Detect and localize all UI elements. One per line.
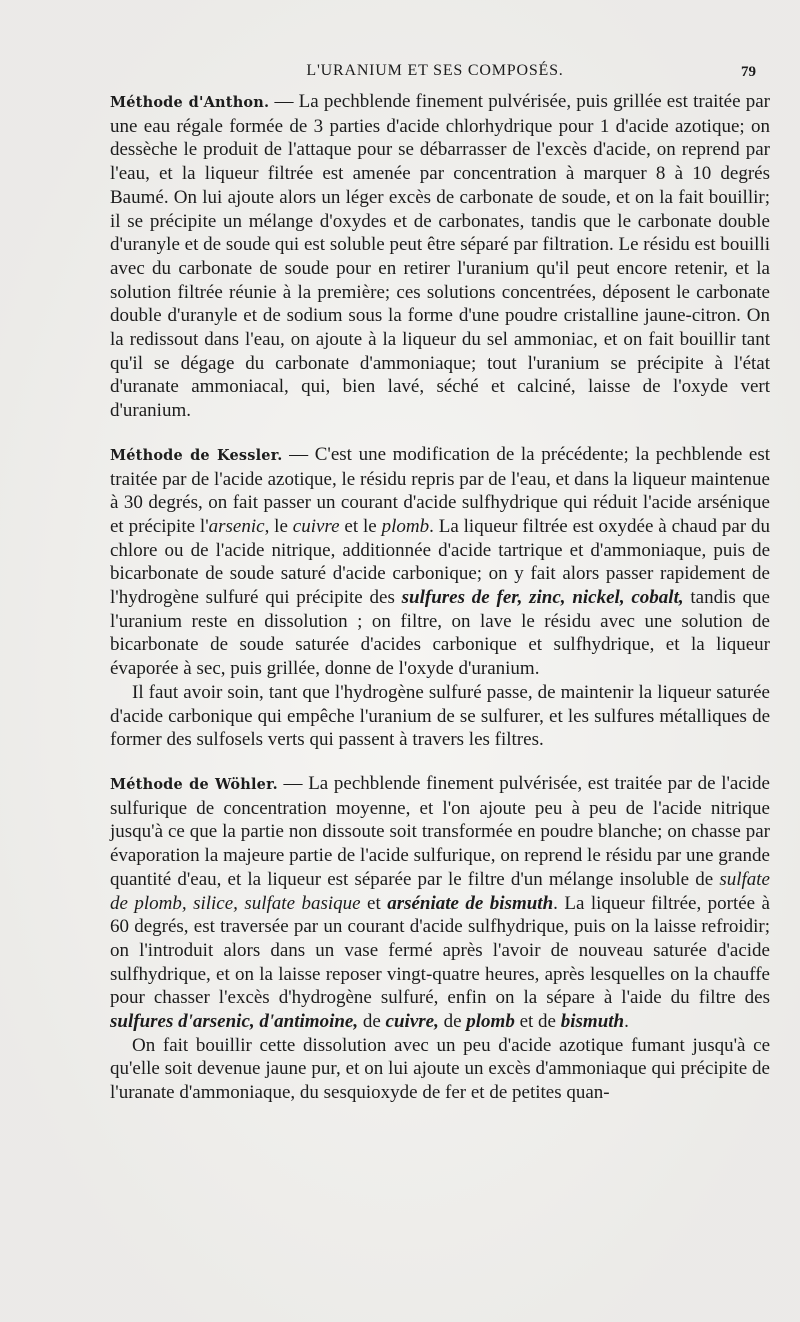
- wohler-bismuth: bismuth: [560, 1011, 625, 1033]
- running-head: [110, 62, 760, 86]
- wohler-end: .: [624, 1011, 629, 1033]
- kessler-cuivre: cuivre: [292, 515, 340, 537]
- wohler-de-2: de: [438, 1011, 467, 1033]
- anthon-paragraph: [110, 90, 770, 423]
- kessler-note-paragraph: Il faut avoir soin, tant que l'hydrogène sulfuré passe, de maintenir la liqueur saturée d'acide carbonique qui empêche l'uranium de se sulfurer, et les sulfures métalliques de former des sulfosels verts qui passent à travers les filtres.: [110, 681, 770, 751]
- wohler-sulfate: sulfate de plomb, silice, sulfate basique: [110, 868, 770, 914]
- anthon-method-title: Méthode d'Anthon.: [110, 94, 270, 111]
- wohler-paragraph: [110, 772, 770, 1034]
- kessler-arsenic: arsenic: [208, 515, 265, 537]
- kessler-method-title: Méthode de Kessler.: [110, 446, 283, 464]
- wohler-arseniate: arséniate de bismuth: [387, 892, 554, 914]
- kessler-sep-2: et le: [339, 515, 382, 537]
- kessler-text-2: . La liqueur filtrée est oxydée à chaud par du chlore ou de l'acide nitrique, additionnée d'acide tartrique et d'ammoniaque, puis de bicarbonate de soude saturé d'acide carbonique; on y fait alors passer rapidement de l'hydrogène sulfuré qui précipite des: [110, 515, 770, 609]
- wohler-plomb: plomb: [466, 1011, 515, 1033]
- final-paragraph: On fait bouillir cette dissolution avec un peu d'acide azotique fumant jusqu'à ce qu'elle soit devenue jaune pur, et on lui ajoute un excès d'ammoniaque qui précipite de l'uranate d'ammoniaque, du sesquioxyde de fer et de petites quan-: [110, 1034, 770, 1104]
- kessler-text-1: — C'est une modification de la précédente; la pechblende est traitée par de l'acide azotique, le résidu repris par de l'eau, et dans la liqueur maintenue à 30 degrés, on fait passer un courant d'acide sulfhydrique qui réduit l'acide arsénique et précipite l': [110, 443, 770, 537]
- page-number: 79: [741, 64, 756, 80]
- wohler-cuivre: cuivre,: [385, 1011, 439, 1033]
- kessler-sulfures: sulfures de fer, zinc, nickel, cobalt,: [401, 587, 684, 609]
- kessler-plomb: plomb: [381, 515, 430, 537]
- kessler-text-3: tandis que l'uranium reste en dissolution ; on filtre, on lave le résidu avec une solution de bicarbonate de soude saturée d'acides carbonique et sulfhydrique, et la liqueur évaporée à sec, puis grillée, donne de l'oxyde d'uranium.: [110, 587, 770, 680]
- wohler-and: et: [360, 892, 388, 914]
- wohler-text-1: — La pechblende finement pulvérisée, est traitée par de l'acide sulfurique de concentration moyenne, et l'on ajoute peu à peu de l'acide nitrique jusqu'à ce que la partie non dissoute soit transformée en poudre blanche; on chasse par évaporation la majeure partie de l'acide sulfurique, on reprend le résidu par une grande quantité d'eau, et la liqueur est séparée par le filtre d'un mélange insoluble de: [110, 772, 770, 890]
- kessler-sep-1: , le: [264, 515, 293, 537]
- running-title: L'URANIUM ET SES COMPOSÉS.: [306, 62, 564, 79]
- wohler-method-title: Méthode de Wöhler.: [110, 775, 278, 793]
- wohler-et-de: et de: [514, 1011, 561, 1033]
- wohler-text-2: . La liqueur filtrée, portée à 60 degrés, est traversée par un courant d'acide sulfhydrique, puis on la laisse refroidir; on l'introduit alors dans un vase fermé après l'avoir de nouveau saturée d'acide sulfhydrique, et on la laisse reposer vingt-quatre heures, après lesquelles on la chauffe pour chasser l'excès d'hydrogène sulfuré, enfin on la sépare à l'aide du filtre des: [110, 892, 770, 1009]
- kessler-paragraph: [110, 443, 770, 681]
- wohler-de-1: de: [358, 1011, 386, 1033]
- wohler-sulfures-arsenic: sulfures d'arsenic, d'antimoine,: [110, 1011, 359, 1033]
- anthon-text: — La pechblende finement pulvérisée, puis grillée est traitée par une eau régale formée de 3 parties d'acide chlorhydrique pour 1 d'acide azotique; on dessèche le produit de l'attaque pour se débarrasser de l'excès d'acide, on reprend par l'eau, et la liqueur filtrée est amenée par concentration à marquer 8 à 10 degrés Baumé. On lui ajoute alors un léger excès de carbonate de soude, et on la fait bouillir; il se précipite un mélange d'oxydes et de carbonates, tandis que le carbonate double d'uranyle et de soude qui est soluble peut être séparé par filtration. Le résidu est bouilli avec du carbonate de soude pour en retirer l'uranium qu'il peut encore retenir, et la solution filtrée réunie à la première; ces solutions concentrées, déposent le carbonate double d'uranyle et de sodium sous la forme d'une poudre cristalline jaune-citron. On la redissout dans l'eau, on ajoute à la liqueur du sel ammoniac, et on fait bouillir tant qu'il se dégage du carbonate d'ammoniaque; tout l'uranium se précipite à l'état d'uranate ammoniacal, qui, bien lavé, séché et calciné, laisse de l'oxyde vert d'uranium.: [110, 91, 770, 422]
